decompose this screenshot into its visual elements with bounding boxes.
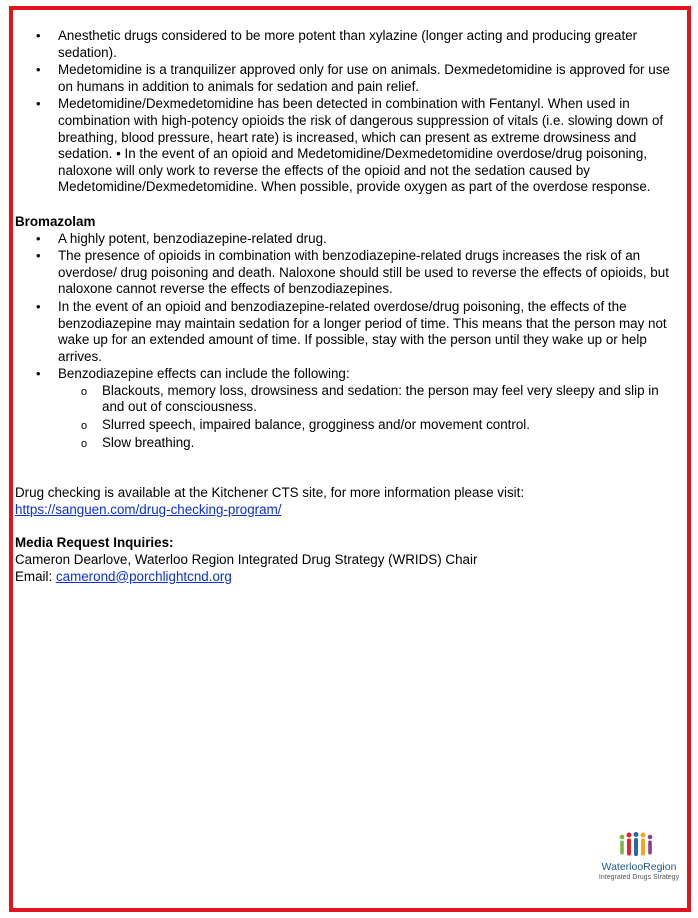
media-heading: Media Request Inquiries: [15,535,174,551]
list-item: • Anesthetic drugs considered to be more potent than xylazine (longer acting and producing greater sedation). [36,28,638,60]
media-email-line [15,569,683,586]
list-item: • Medetomidine/Dexmedetomidine has been detected in combination with Fentanyl. When used in combination with high-potency opioids the risk of dangerous suppression of vitals (i.e. slowing down of breathing, blood pressure, heart rate) is increased, which can present as extreme drowsiness and sedation. • In the event of an opioid and Medetomidine/Dexmedetomidine overdose/drug poisoning, naloxone will only work to reverse the effects of the opioid and not the sedation caused by Medetomidine/Dexmedetomidine. When possible, provide oxygen as part of the overdose response. [36,96,664,195]
list-item: • Medetomidine is a tranquilizer approved only for use on animals. Dexmedetomidine is approved for use on humans in addition to animals for sedation and pain relief. [36,62,670,94]
drug-checking-link[interactable]: https://sanguen.com/drug-checking-program/ [15,501,282,517]
bullet: • [36,248,41,264]
document-page [9,6,691,912]
email-label: Email: [15,568,56,584]
sub-bullet: o [81,420,88,433]
sub-bullet: o [81,437,88,450]
bullet: • [36,298,41,314]
list-item: • A highly potent, benzodiazepine-related drug. [36,230,327,246]
medetomidine-list [15,28,683,196]
bullet: • [36,62,41,78]
bullet: • [36,366,41,382]
list-item: • The presence of opioids in combination with benzodiazepine-related drugs increases the risk of an overdose/ drug poisoning and death. Naloxone should still be used to reverse the effects of opioids, but naloxone cannot reverse the effects of benzodiazepines. [36,248,669,297]
document-content [15,28,683,585]
sub-list-item: o Blackouts, memory loss, drowsiness and sedation: the person may feel very sleepy and slip in and out of consciousness. [81,382,659,415]
email-link[interactable]: camerond@porchlightcnd.org [55,568,232,584]
sub-bullet: o [81,385,88,398]
waterloo-region-logo [597,832,681,888]
bromazolam-heading: Bromazolam [15,213,96,229]
bromazolam-list [15,231,683,452]
logo-subtitle: Integrated Drugs Strategy [598,874,680,881]
spacer [15,197,683,214]
drug-checking-text: Drug checking is available at the Kitchener CTS site, for more information please visit: [15,485,525,501]
sub-list-item: o Slurred speech, impaired balance, grogginess and/or movement control. [102,417,683,434]
logo-title: WaterlooRegion [601,861,677,873]
people-figures-icon [619,832,653,858]
bullet: • [36,230,41,246]
spacer [15,452,683,485]
list-item: • Benzodiazepine effects can include the following: o Blackouts, memory loss, drowsiness and sedation: the person may feel very sleepy and slip in and out of consciousness. o Slurred speech, impaired balance, grogginess and/or movement control. o Slow breathing. [58,366,683,451]
list-item: • In the event of an opioid and benzodiazepine-related overdose/drug poisoning, the effects of the benzodiazepine may maintain sedation for a longer period of time. This means that the person may not wake up for an extended amount of time. If possible, stay with the person until they wake up or help arrives. [36,298,667,364]
bullet: • [36,28,41,43]
media-contact: Cameron Dearlove, Waterloo Region Integrated Drug Strategy (WRIDS) Chair [15,552,478,568]
spacer [15,518,683,535]
bullet: • [36,96,41,112]
benzodiazepine-effects-list [58,383,683,451]
sub-list-item: o Slow breathing. [102,435,683,452]
